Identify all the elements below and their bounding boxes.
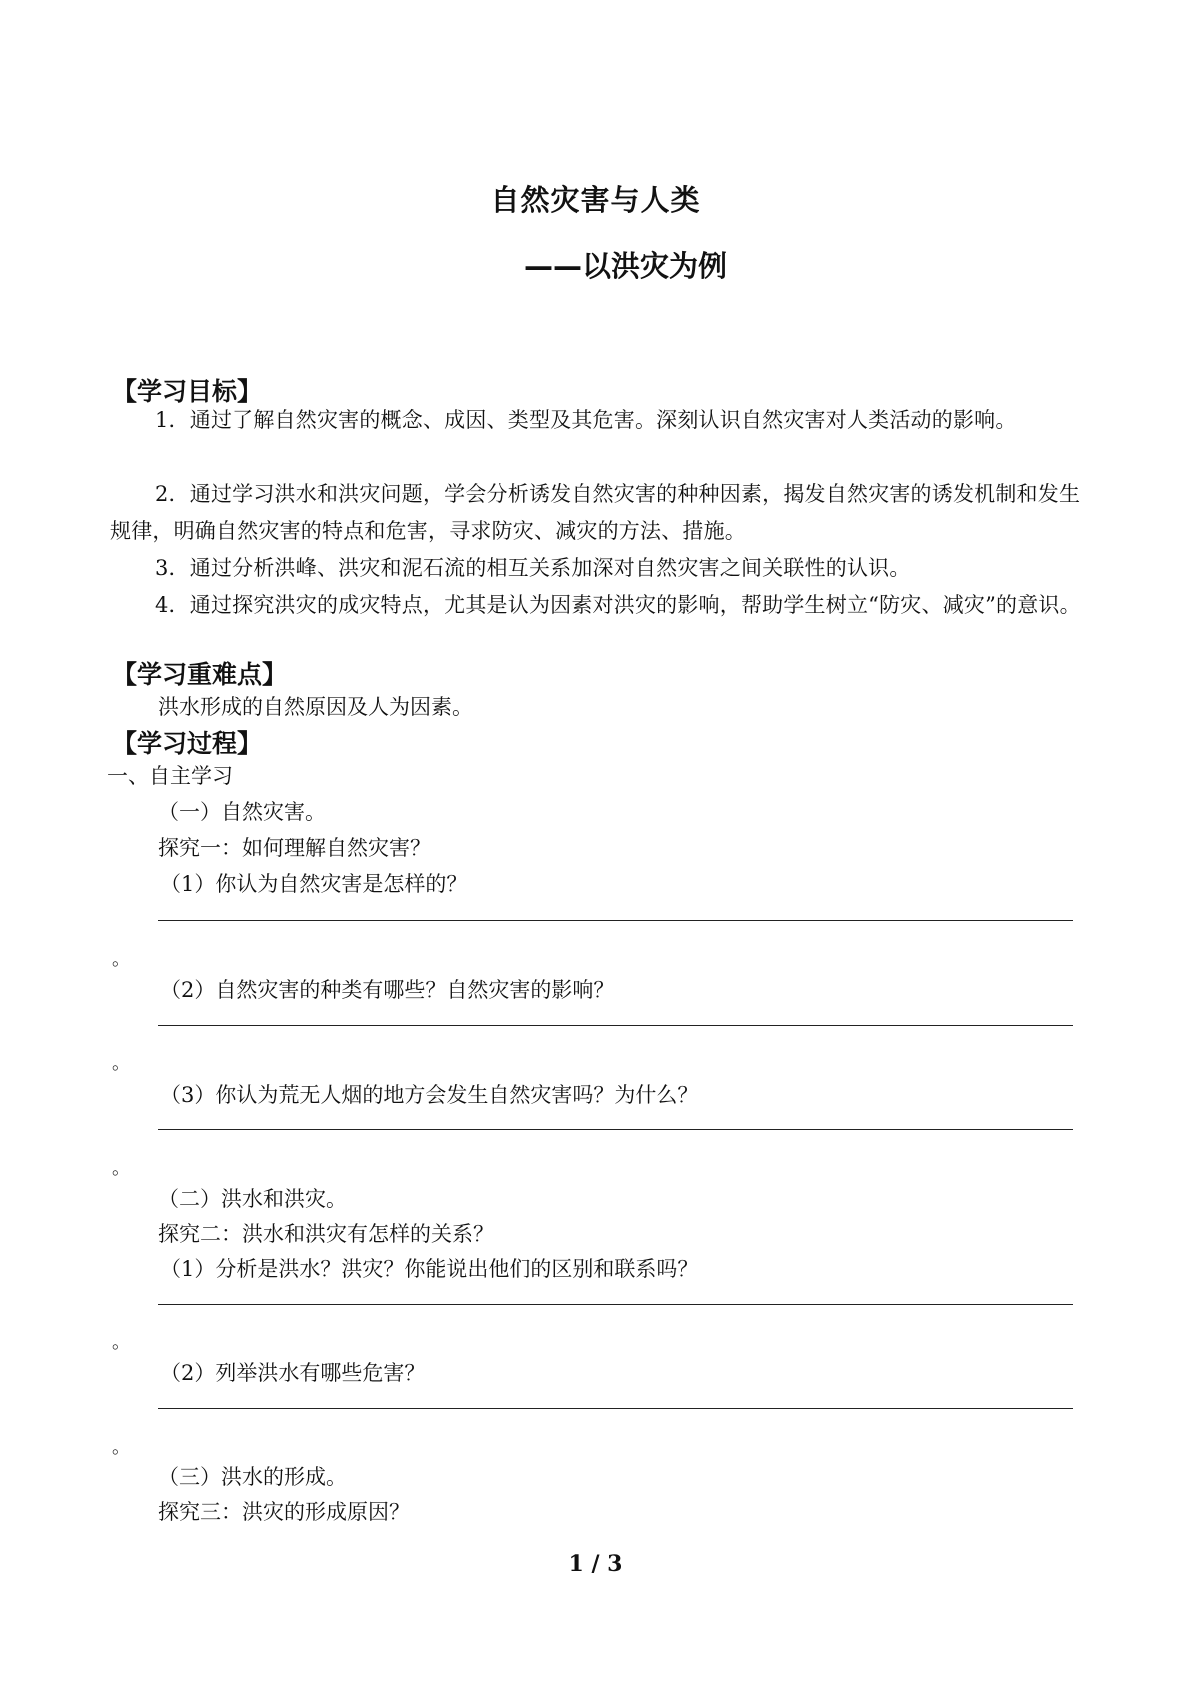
- question: （1）你认为自然灾害是怎样的？: [160, 872, 468, 896]
- inquiry-title: 探究二：洪水和洪灾有怎样的关系？: [158, 1222, 494, 1246]
- part-title: 一、自主学习: [107, 764, 233, 788]
- section-title: （一）自然灾害。: [158, 800, 326, 824]
- answer-line[interactable]: [158, 1408, 1073, 1409]
- answer-end-mark: 。: [112, 1053, 130, 1074]
- process-heading: 【学习过程】: [112, 729, 263, 758]
- document-title: 自然灾害与人类: [490, 183, 701, 217]
- objectives-heading: 【学习目标】: [112, 377, 263, 406]
- inquiry-title: 探究一：如何理解自然灾害？: [158, 836, 431, 860]
- section-title: （二）洪水和洪灾。: [158, 1187, 347, 1211]
- question: （1）分析是洪水？洪灾？你能说出他们的区别和联系吗？: [160, 1257, 699, 1281]
- answer-end-mark: 。: [112, 1437, 130, 1458]
- page-indicator: 1 / 3: [568, 1551, 623, 1577]
- answer-end-mark: 。: [112, 1332, 130, 1353]
- answer-line[interactable]: [158, 920, 1073, 921]
- section-title: （三）洪水的形成。: [158, 1465, 347, 1489]
- answer-line[interactable]: [158, 1304, 1073, 1305]
- question: （2）列举洪水有哪些危害？: [160, 1361, 426, 1385]
- key-points-text: 洪水形成的自然原因及人为因素。: [158, 695, 473, 719]
- answer-line[interactable]: [158, 1129, 1073, 1130]
- question: （2）自然灾害的种类有哪些？自然灾害的影响？: [160, 978, 615, 1002]
- answer-end-mark: 。: [112, 949, 130, 970]
- answer-end-mark: 。: [112, 1158, 130, 1179]
- objective-item: 3．通过分析洪峰、洪灾和泥石流的相互关系加深对自然灾害之间关联性的认识。: [155, 556, 911, 580]
- inquiry-title: 探究三：洪灾的形成原因？: [158, 1500, 410, 1524]
- objective-item: 2．通过学习洪水和洪灾问题，学会分析诱发自然灾害的种种因素，揭发自然灾害的诱发机制和发生规律，明确自然灾害的特点和危害，寻求防灾、减灾的方法、措施。: [110, 482, 1081, 543]
- document-subtitle: ——以洪灾为例: [524, 249, 728, 283]
- question: （3）你认为荒无人烟的地方会发生自然灾害吗？为什么？: [160, 1083, 699, 1107]
- objective-item: 4．通过探究洪灾的成灾特点，尤其是认为因素对洪灾的影响，帮助学生树立“防灾、减灾”的意识。: [155, 593, 1081, 617]
- key-points-heading: 【学习重难点】: [112, 660, 288, 689]
- answer-line[interactable]: [158, 1025, 1073, 1026]
- objective-item: 1．通过了解自然灾害的概念、成因、类型及其危害。深刻认识自然灾害对人类活动的影响。: [155, 408, 1017, 432]
